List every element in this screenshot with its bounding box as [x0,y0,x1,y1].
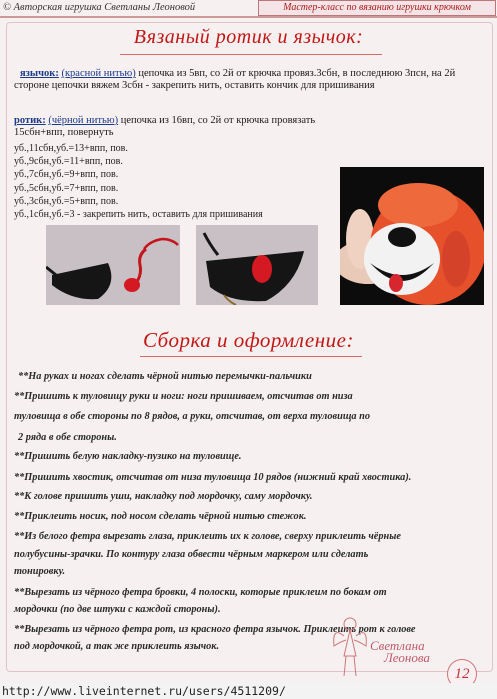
section-title-mouth-tongue: Вязаный ротик и язычок: [133,26,364,48]
tongue-color-note: (красной нитью) [61,68,136,79]
author-header [3,2,195,13]
mouth-keyword: ротик: [14,115,46,126]
mouth-color-note: (чёрной нитью) [48,115,119,126]
row-line: уб.,9сбн,уб.=11+впп, пов. [14,156,123,167]
tongue-keyword: язычок: [20,68,59,79]
source-url-bar [0,683,497,699]
mouth-paragraph [14,115,332,139]
assembly-line: под мордочкой, а так же приклеить язычок. [14,641,220,652]
assembly-line: **Пришить к туловищу руки и ноги: ноги пришиваем, отсчитав от низа [14,391,353,402]
assembly-line: полубусины-зрачки. По контуру глаза обвести чёрным маркером или сделать [14,549,369,560]
assembly-line: туловища в обе стороны по 8 рядов, а руки, отсчитав, от верха туловища по [14,411,370,422]
row-line: уб.,7сбн,уб.=9+впп, пов. [14,169,119,180]
section-title-assembly: Сборка и оформление: [143,328,354,352]
copyright-icon: © [3,2,11,13]
assembly-line: **Пришить хвостик, отсчитав от низа туловища 10 рядов (нижний край хвостика). [14,472,412,483]
assembly-line: **К голове пришить уши, накладку под мордочку, саму мордочку. [14,491,313,502]
assembly-line: **Из белого фетра вырезать глаза, приклеить их к голове, сверху приклеить чёрные [14,531,401,542]
photo-tongue-sewn [196,225,318,305]
signature-last-name: Леонова [384,650,430,665]
tongue-paragraph [14,68,484,92]
title-underline [120,54,382,55]
source-url[interactable]: http://www.liveinternet.ru/users/4511209/ [2,684,286,698]
row-line: уб.,1сбн,уб.=3 - закрепить нить, оставить для пришивания [14,209,263,220]
tongue-instructions: цепочка из 5вп, со 2й от крючка провяз.3сбн, в последнюю 3псн, на 2й стороне цепочки вяжем 3сбн - закрепить нить, оставить кончик для пришивания [14,68,456,91]
page-number: 12 [447,659,477,689]
assembly-line: **Вырезать из чёрного фетра бровки, 4 полоски, которые приклеим по бокам от [14,587,387,598]
author-signature [370,640,430,664]
row-line: уб.,11сбн,уб.=13+впп, пов. [14,143,128,154]
row-line: уб.,3сбн,уб.=5+впп, пов. [14,196,119,207]
assembly-line: 2 ряда в обе стороны. [18,432,117,443]
masterclass-tab: Мастер-класс по вязанию игрушки крючком [258,0,496,16]
assembly-line: **Приклеить носик, под носом сделать чёрной нитью стежок. [14,511,307,522]
signature-first-name: Светлана [370,638,425,653]
assembly-line: **На руках и ногах сделать чёрной нитью перемычки-пальчики [18,371,312,382]
header-divider [0,16,497,18]
assembly-line: мордочки (по две штуки с каждой стороны). [14,604,221,615]
mouth-instructions: цепочка из 16вп, со 2й от крючка провязать 15сбн+впп, повернуть [14,115,316,138]
assembly-line: **Пришить белую накладку-пузико на туловище. [14,451,242,462]
row-line: уб.,5сбн,уб.=7+впп, пов. [14,183,119,194]
fairy-illustration-icon [330,612,370,682]
assembly-line: **Вырезать из чёрного фетра рот, из красного фетра язычок. Приклеить рот к голове [14,624,416,635]
author-name: Авторская игрушка Светланы Леоновой [13,2,196,13]
photo-mouth-and-tongue [46,225,180,305]
photo-dog-head [340,167,484,305]
assembly-line: тонировку. [14,566,66,577]
title-underline [140,356,362,357]
